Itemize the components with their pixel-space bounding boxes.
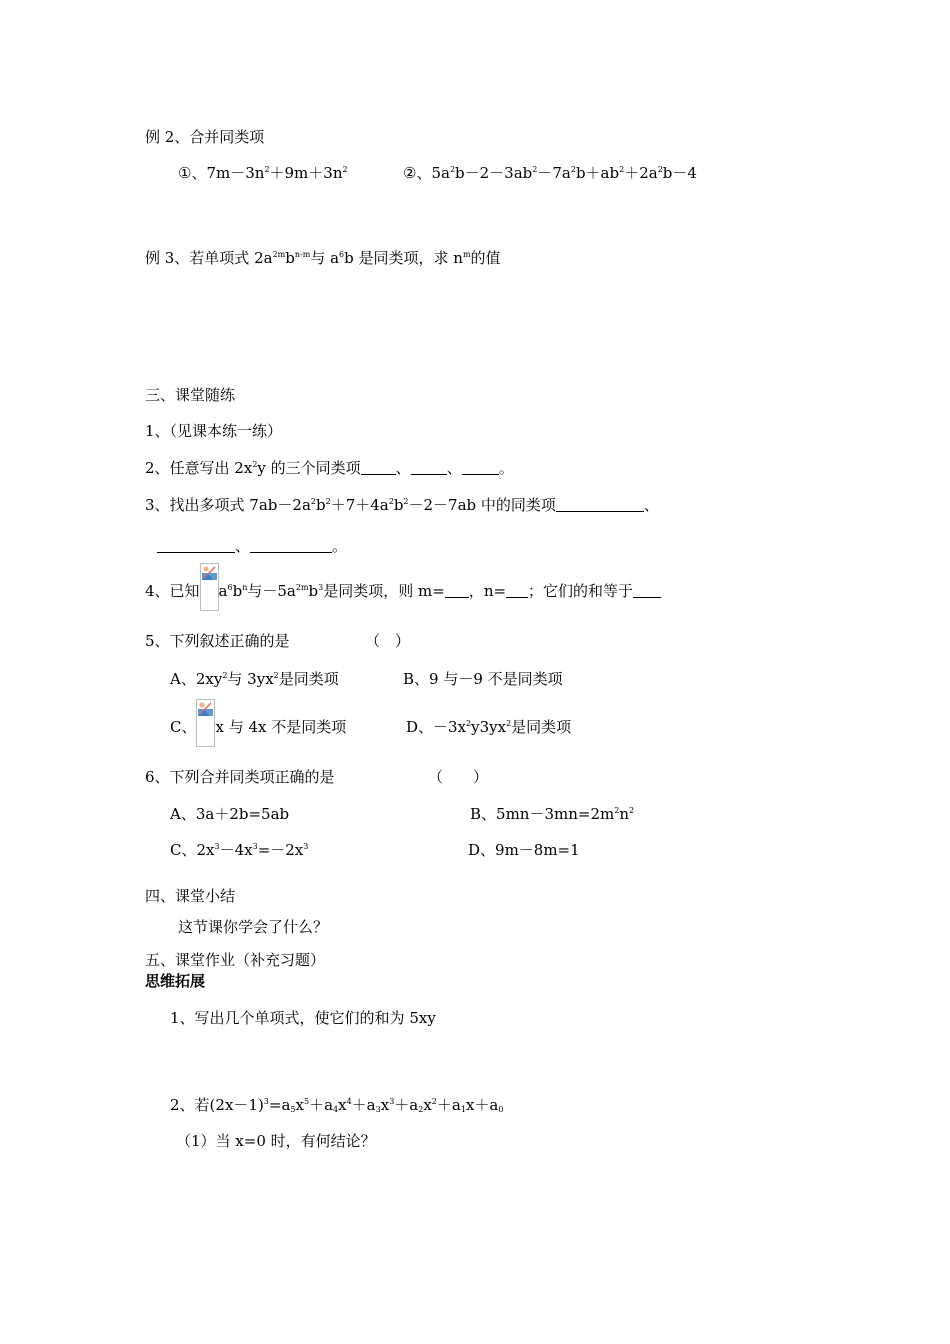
section-4-heading: 四、课堂小结: [145, 887, 236, 905]
extension-q1: 1、写出几个单项式，使它们的和为 5xy: [170, 1009, 436, 1027]
practice-q4: 4、已知 $a^6b^n$与$-5a^{2m}b^3$是同类项，则 m= ，n= ；它们的和等于: [145, 581, 661, 601]
practice-q3: 3、找出多项式 $7ab-2a^2b^2+7+4a^2b^2-2-7ab$ 中的同类项 、: [145, 496, 659, 514]
example-2-title: 例 2、合并同类项: [145, 128, 265, 146]
q6-option-b: B、$5mn-3mn=2m^2n^2$: [470, 805, 635, 823]
practice-q3-continued: 、 。: [157, 536, 347, 556]
answer-blank[interactable]: [250, 538, 332, 553]
example-2-problem-1: ①、$7m-3n^2+9m+3n^2$: [178, 164, 348, 182]
extension-heading: 思维拓展: [145, 972, 206, 990]
answer-blank[interactable]: [361, 460, 396, 475]
section-4-body: 这节课你学会了什么？: [178, 918, 329, 936]
q5-option-c: C、 x 与 4x 不是同类项: [170, 717, 346, 737]
broken-image-icon: [196, 699, 215, 747]
section-3-heading: 三、课堂随练: [145, 386, 236, 404]
answer-blank[interactable]: [633, 583, 661, 598]
example-3: 例 3、若单项式 $2a^{2m}b^{n-m}$与 $a^6b$ 是同类项，求 $n^m$的值: [145, 249, 501, 267]
q6-option-d: D、9m－8m=1: [468, 841, 580, 859]
practice-q1: 1、（见课本练一练）: [145, 422, 283, 440]
answer-blank[interactable]: [157, 538, 235, 553]
q6-option-c: C、$2x^3-4x^3=-2x^3$: [170, 841, 309, 859]
answer-blank[interactable]: [445, 583, 469, 598]
extension-q2-part-1: （1）当 x=0 时，有何结论？: [176, 1132, 376, 1150]
section-5-heading: 五、课堂作业（补充习题）: [145, 951, 326, 969]
practice-q5-paren: （ ）: [365, 632, 411, 650]
answer-blank[interactable]: [411, 460, 447, 475]
answer-blank[interactable]: [556, 497, 644, 512]
example-2-problem-2: ②、$5a^2b-2-3ab^2-7a^2b+ab^2+2a^2b-4$: [403, 164, 697, 182]
practice-q2: 2、任意写出 $2x^2y$ 的三个同类项 、 、 。: [145, 459, 514, 477]
q5-option-a: A、$2xy^2$与 $3yx^2$是同类项: [170, 670, 339, 688]
extension-q2: 2、若$(2x-1)^3=a_5x^5+a_4x^4+a_3x^3+a_2x^2+a_1x+a_0$: [170, 1096, 504, 1114]
broken-image-icon: [200, 563, 219, 611]
practice-q6-paren: （ ）: [428, 768, 489, 786]
q5-option-b: B、9 与－9 不是同类项: [403, 670, 563, 688]
practice-q6: 6、下列合并同类项正确的是: [145, 768, 335, 786]
q5-option-d: D、$-3x^2y3yx^2$是同类项: [406, 718, 572, 736]
answer-blank[interactable]: [506, 583, 528, 598]
q6-option-a: A、3a＋2b=5ab: [170, 805, 290, 823]
practice-q5: 5、下列叙述正确的是: [145, 632, 290, 650]
answer-blank[interactable]: [462, 460, 499, 475]
